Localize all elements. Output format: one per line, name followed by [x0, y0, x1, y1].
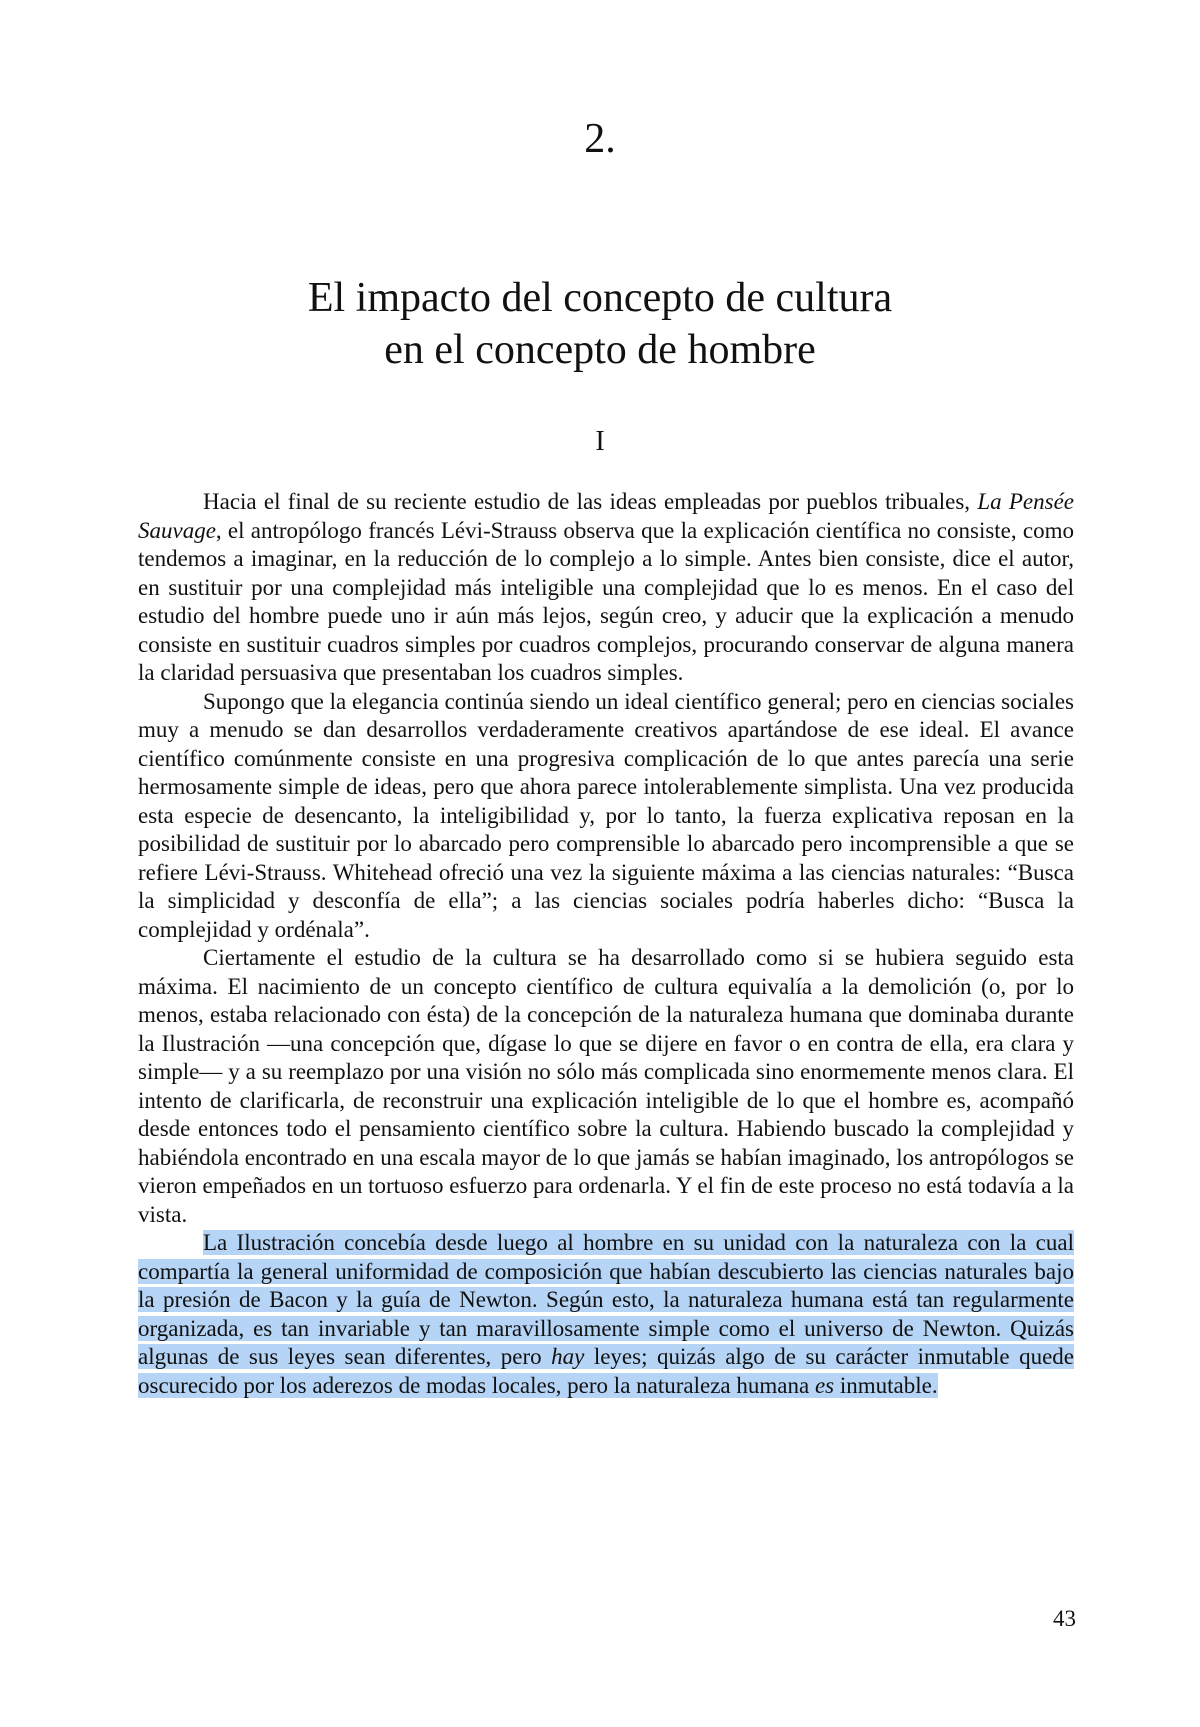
- book-title-italic: La Pensée Sauvage: [138, 489, 1075, 543]
- selected-text-highlight[interactable]: [138, 1230, 1074, 1398]
- paragraph-2[interactable]: Supongo que la elegancia continúa siendo un ideal científico general; pero en ciencias sociales muy a menudo se dan desarrollos verdaderamente creativos apartándose de ese ideal. El avance científico comúnmente consiste en una progresiva complicación de lo que antes parecía una serie hermosamente simple de ideas, pero que ahora parece intolerablemente simplista. Una vez producida esta especie de desencanto, la inteligibilidad y, por lo tanto, la fuerza explicativa reposan en la posibilidad de sustituir por lo abarcado pero comprensible lo abarcado pero incomprensible a que se refiere Lévi-Strauss. Whitehead ofreció una vez la siguiente máxima a las ciencias naturales: “Busca la simplicidad y desconfía de ella”; a las ciencias sociales podría haberles dicho: “Busca la complejidad y ordénala”.: [138, 688, 1074, 942]
- paragraph-4-text-c: leyes; quizás algo de su carácter inmutable quede oscurecido por los aderezos de modas locales, pero la naturaleza humana: [138, 1344, 1074, 1398]
- emphasis-es: es: [814, 1372, 835, 1398]
- emphasis-hay: hay: [551, 1344, 585, 1369]
- paragraph-4-text-e: inmutable.: [834, 1372, 938, 1398]
- chapter-title-line-1: El impacto del concepto de cultura: [307, 275, 893, 321]
- body-text[interactable]: [138, 488, 1074, 1400]
- paragraph-3[interactable]: Ciertamente el estudio de la cultura se ha desarrollado como si se hubiera seguido esta máxima. El nacimiento de un concepto científico de cultura equivalía a la demolición (o, por lo menos, estaba relacionado con ésta) de la concepción de la naturaleza humana que dominaba durante la Ilustración —una concepción que, dígase lo que se dijere en favor o en contra de ella, era clara y simple— y a su reemplazo por una visión no sólo más complicada sino enormemente menos clara. El intento de clarificarla, de reconstruir una explicación inteligible de lo que el hombre es, acompañó desde entonces todo el pensamiento científico sobre la cultura. Habiendo buscado la complejidad y habiéndola encontrado en una escala mayor de lo que jamás se habían imaginado, los antropólogos se vieron empeñados en un tortuoso esfuerzo para ordenarla. Y el fin de este proceso no está todavía a la vista.: [138, 945, 1074, 1227]
- paragraph-1-text-a: Hacia el final de su reciente estudio de las ideas empleadas por pueblos tribuales,: [203, 489, 978, 514]
- page-number: 43: [1053, 1606, 1076, 1631]
- paragraph-4-text-a: La Ilustración concebía desde luego al hombre en su unidad con la naturaleza con la cual compartía la general uniformidad de composición que habían descubierto las ciencias naturales bajo la presión de Bacon y la guía de Newton. Según esto, la naturaleza humana está tan regularmente organizada, es tan invariable y tan maravillosamente simple como el universo de Newton. Quizás algunas de sus leyes sean diferentes, pero: [138, 1230, 1074, 1369]
- chapter-title-line-2: en el concepto de hombre: [384, 327, 816, 373]
- section-numeral: I: [595, 426, 605, 457]
- paragraph-1[interactable]: [138, 488, 1074, 688]
- chapter-title: [0, 272, 1200, 376]
- paragraph-4-highlighted[interactable]: [138, 1229, 1074, 1400]
- paragraph-1-text-c: , el antropólogo francés Lévi-Strauss observa que la explicación científica no consiste, como tendemos a imaginar, en la reducción de lo complejo a lo simple. Antes bien consiste, dice el autor, en sustituir por una complejidad más inteligible una complejidad que lo es menos. En el caso del estudio del hombre puede uno ir aún más lejos, según creo, y aducir que la explicación a menudo consiste en sustituir cuadros simples por cuadros complejos, procurando conservar de alguna manera la claridad persuasiva que presentaban los cuadros simples.: [138, 517, 1074, 685]
- chapter-number: 2.: [584, 116, 616, 162]
